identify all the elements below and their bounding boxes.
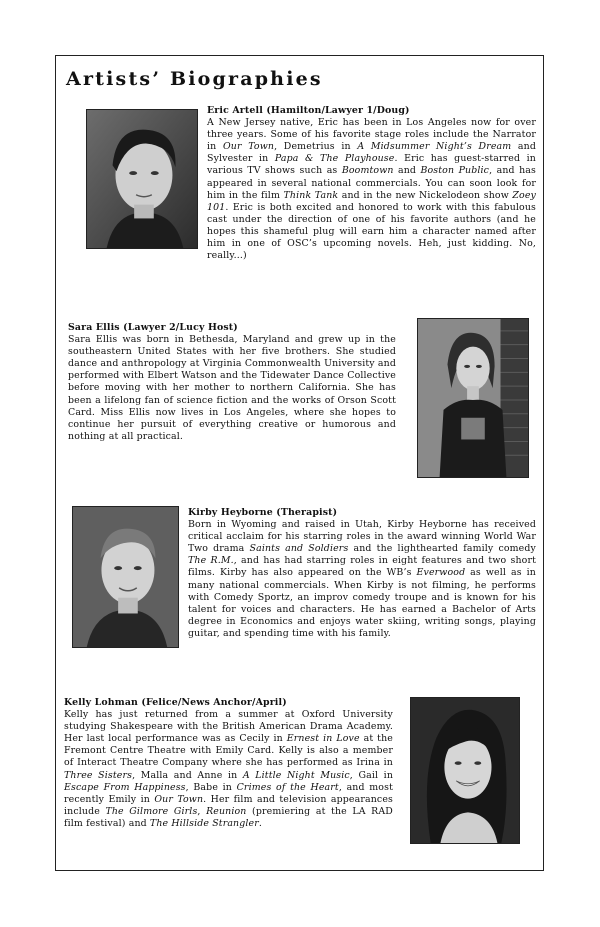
title-reference: Our Town — [222, 141, 275, 153]
title-reference: A Little Night Music — [242, 769, 350, 781]
bio-sara-ellis — [68, 322, 396, 443]
bio-text-run: , Babe in — [185, 781, 237, 793]
bio-name: Sara Ellis (Lawyer 2/Lucy Host) — [68, 322, 238, 333]
bio-text-run: and in the new Nickelodeon show — [338, 189, 513, 201]
title-reference: Crimes of the Heart — [236, 781, 339, 793]
bio-text — [68, 334, 396, 443]
bio-name: Kelly Lohman (Felice/News Anchor/April) — [64, 697, 287, 708]
title-reference: A Midsummer Night’s Dream — [357, 141, 512, 153]
bio-text — [64, 709, 393, 830]
bio-text-run: at the Fremont Centre Theatre with Emily Card. Kelly is also a member of Interact Theatre Company where she has performed as Irina in — [64, 733, 393, 769]
bio-text-run: , and has appeared in several national commercials. You can soon look for him in the film — [207, 165, 536, 201]
title-reference: Escape From Happiness — [64, 781, 186, 793]
bio-text — [188, 519, 536, 640]
title-reference: Boomtown — [341, 165, 394, 177]
bio-text-run: , — [197, 805, 207, 817]
headshot-kelly-lohman — [410, 697, 520, 844]
bio-text-run: as well as in many national commercials. When Kirby is not filming, he performs with Comedy Sportz, an improv comedy troupe and is known for his talent for voices and characters. He has earned a Bachelor of Arts degree in Economics and enjoys water skiing, writing songs, playing guitar, and spending time with his family. — [188, 567, 536, 639]
bio-text-run: . Eric has guest-starred in various TV shows such as — [207, 153, 536, 177]
title-reference: Our Town — [154, 793, 204, 805]
title-reference: The Hillside Strangler — [149, 817, 259, 829]
bio-text-run: Born in Wyoming and raised in Utah, Kirby Heyborne has received critical acclaim for his starring roles in the award winning World War Two drama — [188, 519, 536, 555]
bio-text-run: , Gail in — [349, 769, 394, 781]
bio-text-run: A New Jersey native, Eric has been in Los Angeles now for over three years. Some of his favorite stage roles include the Narrator in — [207, 117, 536, 153]
bio-text — [207, 117, 536, 262]
bio-name: Kirby Heyborne (Therapist) — [188, 507, 338, 518]
title-reference: Three Sisters — [64, 769, 133, 781]
headshot-eric-artell — [86, 109, 198, 249]
page-title: Artists’ Biographies — [66, 68, 323, 90]
bio-text-run: and the lighthearted family comedy — [348, 543, 536, 555]
title-reference: Everwood — [416, 567, 466, 579]
bio-text-run: (premiering at the LA RAD film festival) and — [64, 805, 393, 829]
bio-text-run: , and most recently Emily in — [64, 781, 393, 805]
bio-text-run: . — [258, 817, 263, 829]
bio-text-run: , and has had starring roles in eight features and two short films. Kirby has also appeared on the WB’s — [188, 555, 537, 579]
bio-kelly-lohman — [64, 697, 393, 830]
bio-text-run: Sara Ellis was born in Bethesda, Maryland and grew up in the southeastern United States with her five brothers. She studied dance and anthropology at Virginia Commonwealth University and performed with Elbert Watson and the Tidewater Dance Collective before moving with her mother to northern California. She has been a lifelong fan of science fiction and the works of Orson Scott Card. Miss Ellis now lives in Los Angeles, where she hopes to continue her pursuit of everything creative or humorous and nothing at all practical. — [68, 334, 396, 442]
title-reference: Papa & The Playhouse — [274, 153, 395, 165]
bio-text-run: Kelly has just returned from a summer at Oxford University studying Shakespeare with the British American Drama Academy. Her last local performance was as Cecily in — [64, 709, 393, 745]
bio-text-run: , Malla and Anne in — [132, 769, 243, 781]
title-reference: The Gilmore Girls — [105, 805, 198, 817]
bio-kirby-heyborne — [188, 507, 536, 640]
title-reference: Ernest in Love — [286, 733, 360, 745]
title-reference: The R.M. — [188, 555, 234, 567]
headshot-sara-ellis — [417, 318, 529, 478]
headshot-kirby-heyborne — [72, 506, 179, 648]
title-reference: Reunion — [206, 805, 247, 817]
bio-name: Eric Artell (Hamilton/Lawyer 1/Doug) — [207, 105, 410, 116]
bio-text-run: and — [393, 165, 421, 177]
bio-eric-artell — [207, 105, 536, 262]
title-reference: Boston Public — [420, 165, 490, 177]
bio-text-run: , Demetrius in — [274, 141, 358, 153]
bio-text-run: . Eric is both excited and honored to work with this fabulous cast under the direction of one of his favorite authors (and he hopes this shameful plug will earn him a character named after him in one of OSC’s upcoming novels. Heh, just kidding. No, really...) — [207, 201, 536, 262]
title-reference: Zoey 101 — [207, 189, 536, 213]
title-reference: Think Tank — [283, 189, 339, 201]
bio-text-run: and Sylvester in — [207, 141, 537, 165]
bio-text-run: . Her film and television appearances include — [64, 793, 393, 817]
title-reference: Saints and Soldiers — [249, 543, 349, 555]
